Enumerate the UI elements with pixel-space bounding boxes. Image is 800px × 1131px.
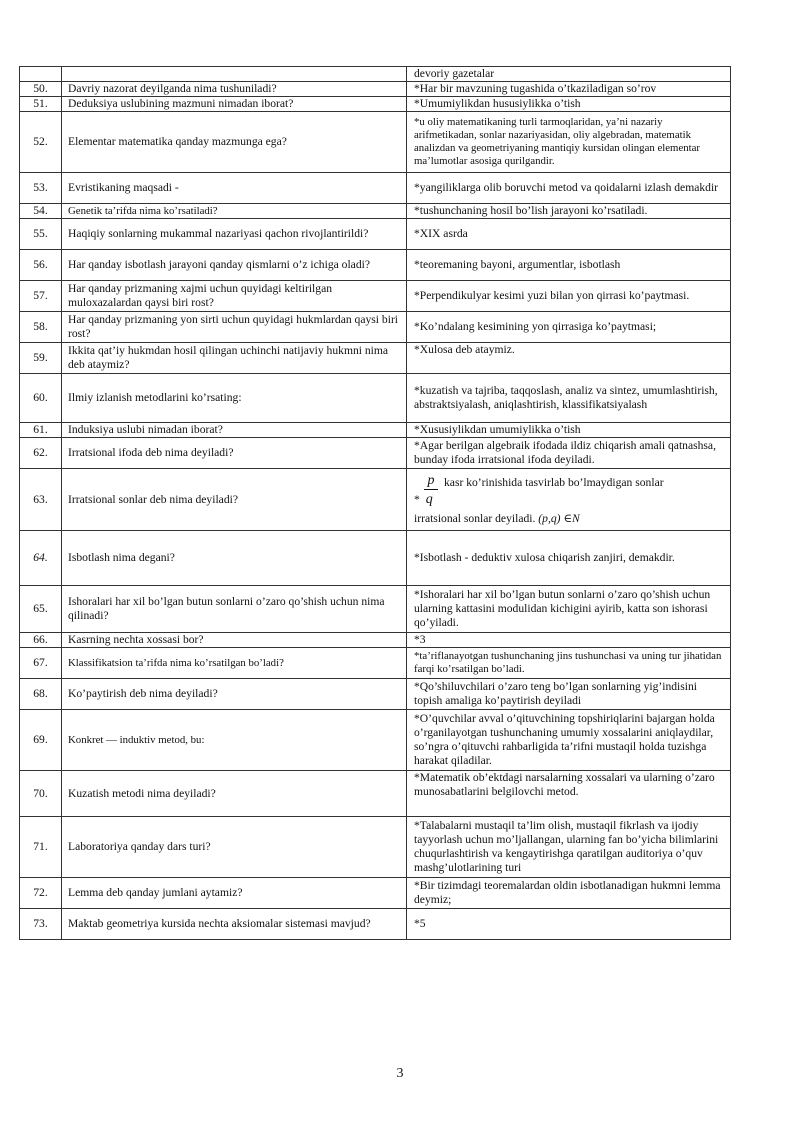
answer-text: *Xususiylikdan umumiylikka o’tish (407, 423, 731, 438)
question-text: Kasrning nechta xossasi bor? (62, 633, 407, 648)
answer-text: *teoremaning bayoni, argumentlar, isbotlash (407, 250, 731, 281)
row-number: 51. (20, 97, 62, 112)
table-row-continuation (20, 67, 731, 82)
question-text: Haqiqiy sonlarning mukammal nazariyasi qachon rivojlantirildi? (62, 219, 407, 250)
question-text: Lemma deb qanday jumlani aytamiz? (62, 878, 407, 909)
table-row (20, 531, 731, 586)
row-number: 55. (20, 219, 62, 250)
qa-table (19, 66, 731, 940)
question-text: Irratsional ifoda deb nima deyiladi? (62, 438, 407, 469)
row-number: 50. (20, 82, 62, 97)
question-text: Isbotlash nima degani? (62, 531, 407, 586)
table-row (20, 648, 731, 679)
row-number: 67. (20, 648, 62, 679)
table-row (20, 679, 731, 710)
table-row (20, 173, 731, 204)
answer-text: *Agar berilgan algebraik ifodada ildiz chiqarish amali qatnashsa, bunday ifoda irratsional ifoda deyiladi. (407, 438, 731, 469)
answer-text: *O’quvchilar avval o’qituvchining topshiriqlarini bajargan holda o’rganilayotgan tushunchaning umumiy xossalarini aniqlaydilar, so’ngra o’qituvchi rahbarligida ta’rifni mustaqil holda tuzishga harakat qiladilar. (407, 710, 731, 771)
table-row (20, 817, 731, 878)
answer-text: *3 (407, 633, 731, 648)
table-row (20, 97, 731, 112)
table-row (20, 374, 731, 423)
question-text: Deduksiya uslubining mazmuni nimadan iborat? (62, 97, 407, 112)
fraction-numerator: p (424, 473, 438, 489)
table-row (20, 204, 731, 219)
question-text: Genetik ta’rifda nima ko’rsatiladi? (62, 204, 407, 219)
answer-text: *yangiliklarga olib boruvchi metod va qoidalarni izlash demakdir (407, 173, 731, 204)
question-text: Ikkita qat’iy hukmdan hosil qilingan uchinchi natijaviy hukmni nima deb ataymiz? (62, 343, 407, 374)
answer-text: *Matematik ob’ektdagi narsalarning xossalari va ularning o’zaro munosabatlarini belgilovchi metod. (407, 771, 731, 817)
formula-line (414, 512, 726, 526)
answer-cell: devoriy gazetalar (407, 67, 731, 82)
answer-text: *Isbotlash - deduktiv xulosa chiqarish zanjiri, demakdir. (407, 531, 731, 586)
row-number: 73. (20, 909, 62, 940)
answer-star: * (414, 492, 420, 506)
table-row (20, 633, 731, 648)
question-text: Induksiya uslubi nimadan iborat? (62, 423, 407, 438)
table-row (20, 469, 731, 531)
table-row (20, 438, 731, 469)
page-number: 3 (396, 1066, 404, 1081)
question-text: Har qanday isbotlash jarayoni qanday qismlarni o’z ichiga oladi? (62, 250, 407, 281)
table-row (20, 112, 731, 173)
answer-text: *Qo’shiluvchilari o’zaro teng bo’lgan sonlarning yig’indisini topish amaliga ko’paytirish deyiladi (407, 679, 731, 710)
row-number: 66. (20, 633, 62, 648)
table-row (20, 909, 731, 940)
table-row (20, 281, 731, 312)
row-number: 52. (20, 112, 62, 173)
row-number: 72. (20, 878, 62, 909)
answer-formula-cell (407, 469, 731, 531)
answer-text: *5 (407, 909, 731, 940)
answer-text: kasr ko’rinishida tasvirlab bo’lmaydigan sonlar (444, 475, 664, 489)
row-number: 60. (20, 374, 62, 423)
table-row (20, 878, 731, 909)
row-number: 65. (20, 586, 62, 633)
question-text: Ilmiy izlanish metodlarini ko’rsating: (62, 374, 407, 423)
question-text: Maktab geometriya kursida nechta aksiomalar sistemasi mavjud? (62, 909, 407, 940)
fraction-denominator: q (425, 491, 433, 507)
row-number: 64. (20, 531, 62, 586)
question-text: Evristikaning maqsadi - (62, 173, 407, 204)
row-number: 71. (20, 817, 62, 878)
row-number: 68. (20, 679, 62, 710)
answer-text: irratsional sonlar deyiladi. (414, 511, 539, 525)
table-row (20, 312, 731, 343)
math-condition: (p,q) ∈N (538, 511, 580, 525)
table-row (20, 771, 731, 817)
row-number: 59. (20, 343, 62, 374)
question-text: Laboratoriya qanday dars turi? (62, 817, 407, 878)
answer-text: *u oliy matematikaning turli tarmoqlaridan, ya’ni nazariy arifmetikadan, sonlar nazariyasidan, oliy algebradan, matematik analizdan va geometriyaning mantiqiy kursidan olingan elementar ma’lumotlar asosiga qurilgandir. (407, 112, 731, 173)
answer-text: *kuzatish va tajriba, taqqoslash, analiz va sintez, umumlashtirish, abstraktsiyalash, aniqlashtirish, klassifikatsiyalash (407, 374, 731, 423)
row-number: 57. (20, 281, 62, 312)
formula-line (414, 492, 726, 509)
answer-text: *tushunchaning hosil bo’lish jarayoni ko’rsatiladi. (407, 204, 731, 219)
question-text: Irratsional sonlar deb nima deyiladi? (62, 469, 407, 531)
answer-text: *Perpendikulyar kesimi yuzi bilan yon qirrasi ko’paytmasi. (407, 281, 731, 312)
question-cell (62, 67, 407, 82)
answer-text: *Umumiylikdan hususiylikka o’tish (407, 97, 731, 112)
answer-text: *Xulosa deb ataymiz. (407, 343, 731, 374)
question-text: Har qanday prizmaning xajmi uchun quyidagi keltirilgan muloxazalardan qaysi biri rost? (62, 281, 407, 312)
question-text: Kuzatish metodi nima deyiladi? (62, 771, 407, 817)
table-row (20, 586, 731, 633)
table-row (20, 219, 731, 250)
row-number: 62. (20, 438, 62, 469)
answer-text: *Ko’ndalang kesimining yon qirrasiga ko’paytmasi; (407, 312, 731, 343)
row-number: 56. (20, 250, 62, 281)
question-text: Klassifikatsion ta’rifda nima ko’rsatilgan bo’ladi? (62, 648, 407, 679)
row-number: 53. (20, 173, 62, 204)
row-number: 63. (20, 469, 62, 531)
question-text: Ishoralari har xil bo’lgan butun sonlarni o’zaro qo’shish uchun nima qilinadi? (62, 586, 407, 633)
table-row (20, 343, 731, 374)
row-number: 61. (20, 423, 62, 438)
table-row (20, 82, 731, 97)
row-number: 70. (20, 771, 62, 817)
row-number: 58. (20, 312, 62, 343)
question-text: Davriy nazorat deyilganda nima tushuniladi? (62, 82, 407, 97)
question-text: Elementar matematika qanday mazmunga ega? (62, 112, 407, 173)
row-number-cell (20, 67, 62, 82)
table-row (20, 423, 731, 438)
answer-text: *XIX asrda (407, 219, 731, 250)
row-number: 54. (20, 204, 62, 219)
table-row (20, 250, 731, 281)
table-row (20, 710, 731, 771)
answer-text: *Bir tizimdagi teoremalardan oldin isbotlanadigan hukmni lemma deymiz; (407, 878, 731, 909)
answer-text: *ta’riflanayotgan tushunchaning jins tushunchasi va uning tur jihatidan farqi ko’rsatilgan bo’ladi. (407, 648, 731, 679)
formula-line (414, 473, 726, 489)
row-number: 69. (20, 710, 62, 771)
question-text: Ko’paytirish deb nima deyiladi? (62, 679, 407, 710)
question-text: Konkret — induktiv metod, bu: (62, 710, 407, 771)
question-text: Har qanday prizmaning yon sirti uchun quyidagi hukmlardan qaysi biri rost? (62, 312, 407, 343)
answer-text: *Ishoralari har xil bo’lgan butun sonlarni o’zaro qo’shish uchun ularning kattasini modulidan kichigini ayirib, katta son ishorasi qo’yiladi. (407, 586, 731, 633)
answer-text: *Har bir mavzuning tugashida o’tkaziladigan so’rov (407, 82, 731, 97)
answer-text: *Talabalarni mustaqil ta’lim olish, mustaqil fikrlash va ijodiy tayyorlash uchun mo’ljallangan, ularning fan bo’yicha bilimlarini chuqurlashtirish va kengaytirishga qaratilgan auditoriya o’quv mashg’ulotlarining turi (407, 817, 731, 878)
